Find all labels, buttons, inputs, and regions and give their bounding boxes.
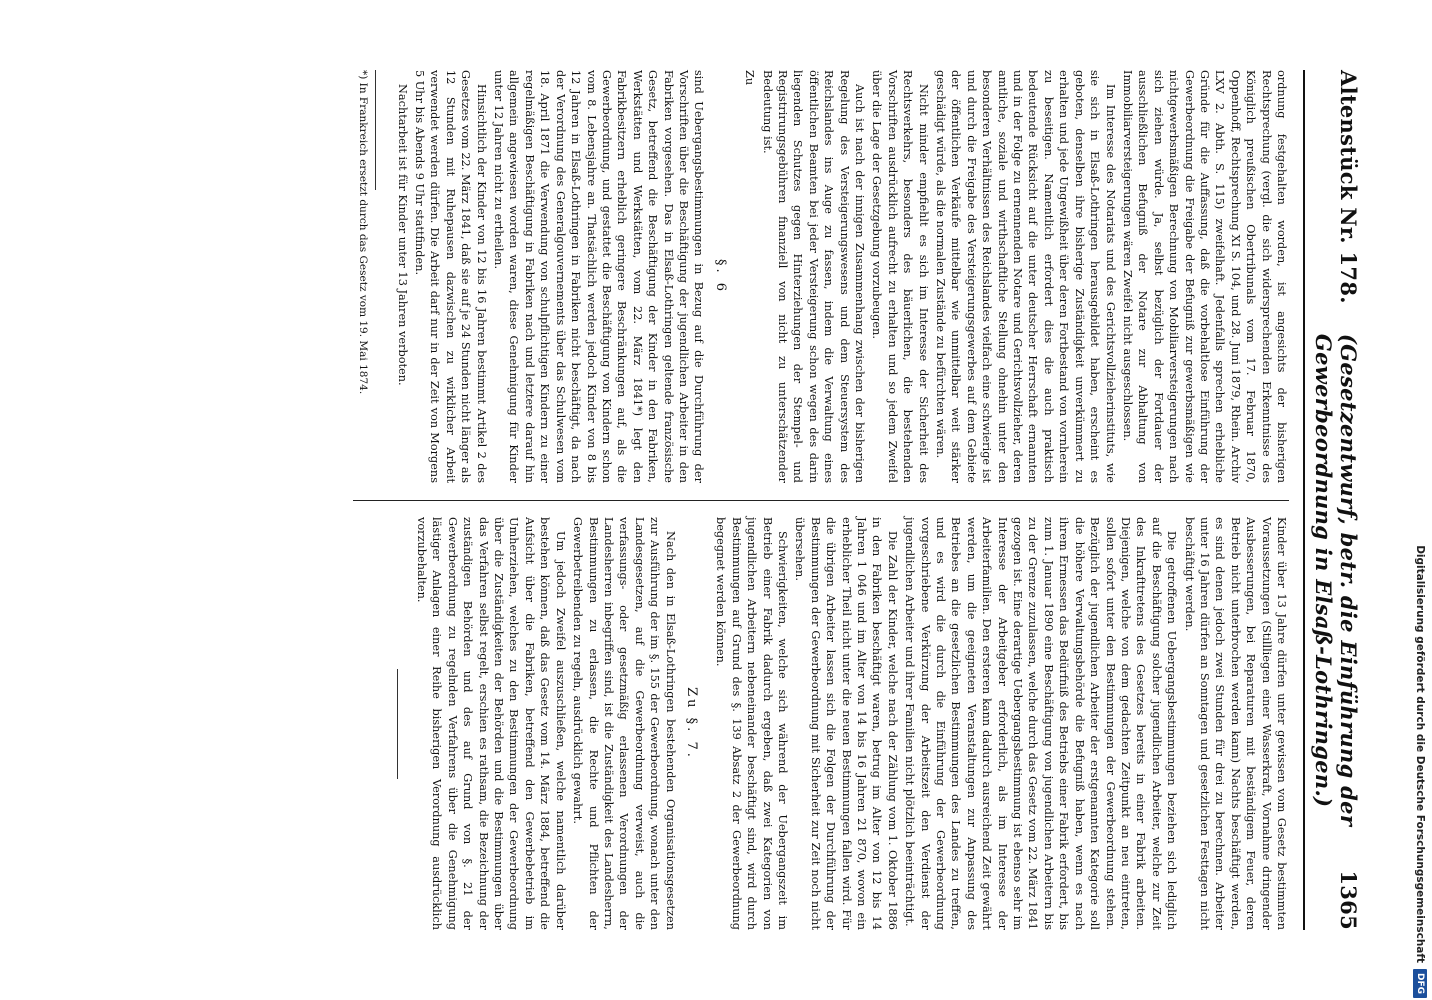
left-paragraph: Auch ist nach der innigen Zusammenhang zwischen der bisherigen Regelung des Versteigerungswesens und dem Steuersystem des Reichslandes ins Auge zu fassen, indem die Verwaltung eines öffentlichen Beamten bei jeder Versteigerung schon wegen des darin liegenden Schutzes gegen Hinterziehungen der Stempel- und Registrirungsgebühren finanziell von nicht zu unterschätzender Bedeutung ist. (760, 70, 867, 483)
left-paragraph: Zu (743, 70, 757, 86)
right-paragraph: Die Zahl der Kinder, welche nach der Zählung vom 1. Oktober 1886 in den Fabriken beschäftigt waren, betrug im Alter von 12 bis 14 Jahren 1 046 und im Alter von 14 bis 16 Jahren 21 870, wovon ein erheblicher Theil nicht unter die neuen Bestimmungen fallen wird. Für die übrigen Arbeiter lassen sich die Folgen der Durchführung der Bestimmungen der Gewerbeordnung mit Sicherheit zur Zeit noch nicht übersehen. (793, 517, 899, 930)
section-heading: §. 6 (712, 258, 728, 295)
right-paragraph: Schwierigkeiten, welche sich während der Uebergangszeit im Betrieb einer Fabrik dadurch ergeben, daß zwei Kategorien von jugendlichen Arbeitern nebeneinander beschäftigt sind, wird durch Bestimmungen auf Grund des §. 139 Absatz 2 der Gewerbeordnung begegnet werden können. (714, 517, 789, 930)
section-heading: Zu §. 7. (683, 687, 699, 760)
footnote-rule (375, 70, 376, 190)
right-paragraph: Um jedoch Zweifel auszuschließen, welche namentlich darüber bestehen können, daß das Gesetz vom 14. März 1884, betreffend die Aufsicht über die Fabriken, betreffend den Gewerbebetrieb im Umherziehen, welches zu den Bestimmungen der Gewerbeordnung über die Zuständigkeiten der Behörden und die Bestimmungen über das Verfahren selbst regelt, erschien es rathsam, die Bezeichnung der zuständigen Behörden und des auf Grund von §. 21 der Gewerbeordnung zu regelnden Verfahrens über die Genehmigung lästiger Anlagen einer Reihe bisherigen Verordnung ausdrücklich vorzubehalten. (415, 517, 567, 930)
right-paragraph: Die getroffenen Uebergangsbestimmungen beziehen sich lediglich auf die Beschäftigung solcher jugendlichen Arbeiter, welche zur Zeit des Inkrafttretens des Gesetzes bereits in einer Fabrik arbeiten. Diejenigen, welche von dem gedachten Zeitpunkt an neu eintreten, sollen sofort unter den Bestimmungen der Gewerbeordnung stehen. Bezüglich der jugendlichen Arbeiter der erstgenannten Kategorie soll die höhere Verwaltungsbehörde die Befugniß haben, wenn es nach ihrem Ermessen das Bedürfniß des Betriebs einer Fabrik erfordert, bis zum 1. Januar 1890 eine Beschäftigung von jugendlichen Arbeitern bis zu der Grenze zuzulassen, welche durch das Gesetz vom 22. März 1841 gezogen ist. Eine derartige Uebergangsbestimmung ist ebenso sehr im Interesse der Arbeitgeber erforderlich, als im Interesse der Arbeiterfamilien. Den ersteren kann dadurch ausreichend Zeit gewährt werden, um die geeigneten Veranstaltungen zur Anpassung des Betriebes an die gesetzlichen Bestimmungen des Landes zu treffen, und es wird die durch die Einführung der Gewerbeordnung vorgeschriebene Verkürzung der Arbeitszeit den Verdienst der jugendlichen Arbeiter und ihrer Familien nicht plötzlich beeinträchtigt. (903, 517, 1179, 930)
text-columns (353, 70, 1289, 930)
dfg-credit-text: Digitalisierung gefördert durch die Deutsche Forschungsgemeinschaft (1414, 545, 1426, 963)
header-left: Altenstück Nr. 178. (1336, 70, 1361, 304)
page-number: 1365 (1336, 870, 1361, 930)
right-paragraph: Nach den in Elsaß-Lothringen bestehenden Organisationsgesetzen zur Ausführung der im §. 155 der Gewerbeordnung, wonach unter den Landesgesetzen, auf die Gewerbeordnung verweist, auch die verfassungs- oder gesetzmäßig erlassenen Verordnungen der Landesherren inbegriffen sind, ist die Zuständigkeit des Landesherrn, Bestimmungen zu erlassen, die Rechte und Pflichten der Gewerbetreibenden zu regeln, ausdrücklich gewahrt. (571, 517, 677, 930)
column-divider (353, 500, 1289, 501)
footnote: *) In Frankreich ersetzt durch das Gesetz vom 19. Mai 1874. (357, 70, 370, 395)
header-title: (Gesetzentwurf, betr. die Einführung der Gewerbeordnung in Elsaß-Lothringen.) (1311, 333, 1361, 827)
left-paragraph: sind Uebergangsbestimmungen in Bezug auf die Durchführung der Vorschriften über die Beschäftigung der jugendlichen Arbeiter in den Fabriken vorgesehen. Das in Elsaß-Lothringen geltende französische Gesetz, betreffend die Beschäftigung der Kinder in den Fabriken, Werkstätten und Werkstätten, vom 22. März 1841*) legt den Fabrikbesitzern erheblich geringere Beschränkungen auf, als die Gewerbeordnung, und gestattet die Beschäftigung von Kindern schon vom 8. Lebensjahre an. Thatsächlich werden jedoch Kinder von 8 bis 12 Jahren in Elsaß-Lothringen in Fabriken nicht beschäftigt, da nach der Verordnung des Generalgouvernements über das Schulwesen vom 18. April 1871 die Verwendung von schulpflichtigen Kindern zu einer regelmäßigen Beschäftigung in Fabriken nach und letztere darauf hin allgemein angewiesen worden waren, diese Genehmigung für Kinder unter 12 Jahren nicht zu ertheilen. (492, 70, 706, 483)
left-paragraph: ordnung festgehalten worden, ist angesichts der bisherigen Rechtsprechung (vergl. die sich widersprechenden Erkenntnisse des Königlich preußischen Obertribunals vom 17. Februar 1870, Oppenhoff, Rechtsprechung XI S. 104, und 28. Juni 1879, Rhein. Archiv LXV 2. Abth. S. 115) zweifelhaft. Jedenfalls sprechen erhebliche Gründe für die Auffassung, daß die vorbehaltlose Einführung der Gewerbeordnung die Freigabe der Befugniß zur gewerbsmäßigen wie nichtgewerbsmäßigen Berechnung von Mobiliarversteigerungen nach sich ziehen würde. Ja, selbst bezüglich der Fortdauer der ausschließlichen Befugniß der Notare zur Abhaltung von Immobiliarversteigerungen wären Zweifel nicht ausgeschlossen. (1120, 70, 1288, 483)
running-head (1303, 70, 1361, 930)
dfg-logo: DFG (1413, 969, 1427, 998)
left-paragraph: Hinsichtlich der Kinder von 12 bis 16 Jahren bestimmt Artikel 2 des Gesetzes vom 22. März 1841, daß sie auf je 24 Stunden nicht länger als 12 Stunden mit Ruhepausen dazwischen zu wirklicher Arbeit verwendet werden dürfen. Die Arbeit darf nur in der Zeit von Morgens 5 Uhr bis Abends 9 Uhr stattfinden. (413, 70, 488, 483)
left-paragraph: Nachtarbeit ist für Kinder unter 13 Jahren verboten. (395, 84, 409, 386)
left-column (353, 70, 1289, 483)
left-paragraph: Nicht minder empfiehlt es sich im Interesse der Sicherheit des Rechtsverkehrs, besonders des bäuerlichen, die bestehenden Vorschriften ausdrücklich aufrecht zu erhalten und so jedem Zweifel über die Lage der Gesetzgebung vorzubeugen. (870, 70, 930, 483)
right-paragraph: Kinder über 13 Jahre dürfen unter gewissen vom Gesetz bestimmten Voraussetzungen (Stillliegen einer Wasserkraft, Vornahme dringender Ausbesserungen, bei Reparaturen mit beständigem Feuer, deren Betrieb nicht unterbrochen werden kann) Nachts beschäftigt werden, es sind denen jedoch zwei Stunden für drei zu berechnen. Arbeiter unter 16 Jahren dürfen an Sonntagen und gesetzlichen Festtagen nicht beschäftigt werden. (1182, 517, 1288, 930)
dfg-credit-strip (1410, 8, 1430, 998)
end-rule (397, 669, 398, 779)
left-paragraph: Im Interesse des Notariats und des Gerichtsvollzieherinstituts, wie sie sich in Elsaß-Lothringen herausgebildet haben, erscheint es geboten, denselben ihre bisherige Zuständigkeit unverkümmert zu erhalten und jede Ungewißheit über deren Fortbestand von vornherein zu beseitigen. Namentlich erfordert dies die auch praktisch bedeutende Rücksicht auf die unter deutscher Herrschaft ernannten und in der Folge zu ernennenden Notare und Gerichtsvollzieher, deren amtliche, soziale und wirthschaftliche Stellung ohnehin unter den besonderen Verhältnissen des Reichslandes vielfach eine schwierige ist und durch die Freigabe des Versteigerungsgewerbes auf dem Gebiete der öffentlichen Verkäufe mittelbar wie unmittelbar weit stärker geschädigt würde, als die normalen Zustände zu befürchten wären. (934, 70, 1117, 483)
right-column (353, 517, 1289, 930)
